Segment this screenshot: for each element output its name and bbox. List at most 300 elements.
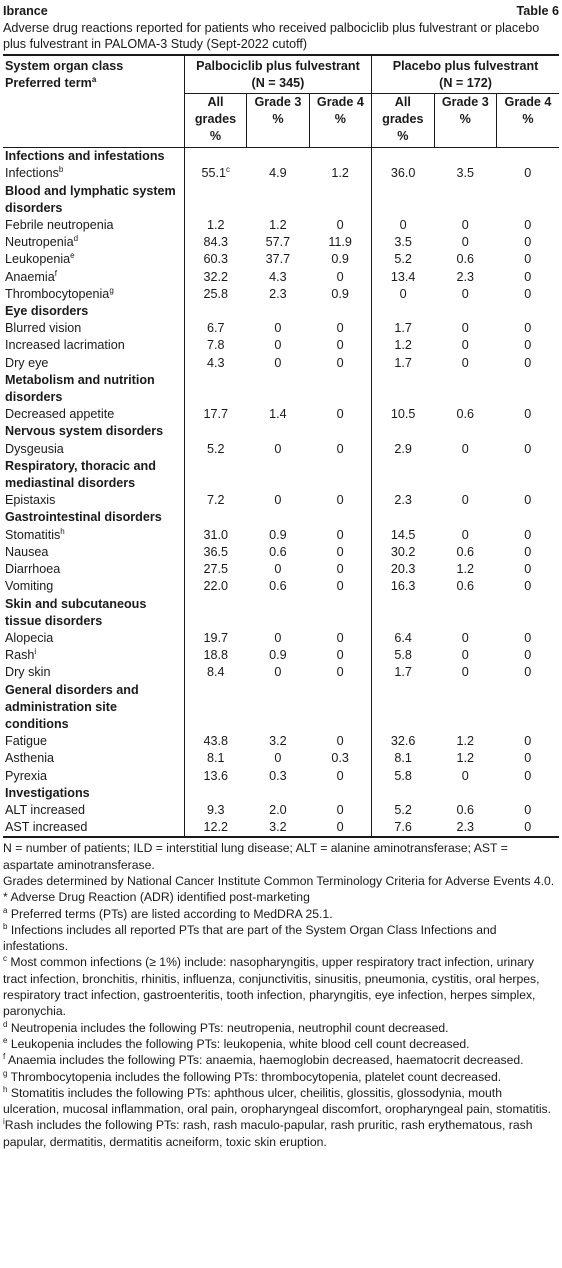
empty-cell — [496, 785, 559, 802]
preferred-term — [3, 320, 184, 337]
cell-value: 0 — [274, 441, 282, 456]
cell-value: 0 — [274, 493, 282, 508]
value-cell — [247, 527, 309, 544]
table-row — [3, 527, 559, 544]
value-cell — [496, 750, 559, 767]
cell-value: 17.7 — [203, 407, 228, 422]
section-row — [3, 303, 559, 320]
cell-value: 0.6 — [456, 802, 475, 817]
footnote-ref: i — [34, 647, 37, 657]
value-cell — [496, 320, 559, 337]
value-cell — [184, 630, 246, 647]
value-cell — [372, 406, 434, 423]
section-row — [3, 423, 559, 440]
value-cell — [309, 492, 371, 509]
value-cell — [309, 165, 371, 182]
document-header — [3, 3, 559, 20]
empty-cell — [372, 183, 434, 217]
section-row — [3, 183, 559, 217]
empty-cell — [496, 682, 559, 734]
value-cell — [247, 630, 309, 647]
cell-value: 3.5 — [456, 166, 475, 181]
cell-value: 0 — [524, 493, 532, 508]
cell-value: 0 — [274, 665, 282, 680]
cell-value: 0 — [524, 166, 532, 181]
cell-value: 0 — [524, 407, 532, 422]
cell-value: 0 — [524, 321, 532, 336]
table-row — [3, 492, 559, 509]
cell-value: 0 — [336, 218, 344, 233]
value-cell — [247, 165, 309, 182]
group1-n: (N = 345) — [251, 76, 305, 91]
empty-cell — [184, 303, 246, 320]
cell-value: 0 — [336, 562, 344, 577]
preferred-term — [3, 527, 184, 544]
value-cell — [372, 544, 434, 561]
value-cell — [247, 664, 309, 681]
cell-value: 0 — [461, 493, 469, 508]
cell-value: 5.2 — [394, 252, 412, 267]
value-cell — [496, 819, 559, 837]
preferred-term — [3, 561, 184, 578]
value-cell — [434, 527, 496, 544]
section-row — [3, 785, 559, 802]
value-cell — [184, 544, 246, 561]
term-label: Dysgeusia — [5, 441, 64, 456]
preferred-term — [3, 251, 184, 268]
value-cell — [184, 165, 246, 182]
cell-value: 12.2 — [203, 820, 228, 835]
cell-value: 1.4 — [269, 407, 287, 422]
value-cell — [434, 630, 496, 647]
term-label: Epistaxis — [5, 493, 56, 508]
cell-value: 0 — [524, 252, 532, 267]
cell-value: 8.1 — [394, 751, 412, 766]
section-title: Eye disorders — [5, 304, 89, 319]
preferred-term — [3, 664, 184, 681]
value-cell — [309, 768, 371, 785]
group1-label: Palbociclib plus fulvestrant — [196, 59, 360, 74]
empty-cell — [496, 596, 559, 630]
value-cell — [496, 768, 559, 785]
value-cell — [434, 561, 496, 578]
value-cell — [309, 355, 371, 372]
value-cell — [434, 544, 496, 561]
preferred-term — [3, 337, 184, 354]
value-cell — [372, 578, 434, 595]
cell-value: 18.8 — [203, 648, 228, 663]
value-cell — [434, 733, 496, 750]
cell-value: 0.9 — [331, 252, 349, 267]
value-cell — [184, 286, 246, 303]
subcolumn-header — [434, 93, 496, 148]
empty-cell — [496, 423, 559, 440]
cell-value: 32.2 — [203, 269, 228, 284]
empty-cell — [434, 183, 496, 217]
preferred-term — [3, 647, 184, 664]
table-row — [3, 630, 559, 647]
table-body — [3, 148, 559, 838]
value-cell — [184, 664, 246, 681]
footnote-text: Stomatitis includes the following PTs: aphthous ulcer, cheilitis, glossitis, glossodynia, mouth ulceration, mucosal inflammation, oral pain, oropharyngeal discomfort, oropharyngeal pain, stomatitis. — [3, 1085, 552, 1117]
value-cell — [247, 802, 309, 819]
empty-cell — [309, 183, 371, 217]
cell-value: 0 — [336, 734, 344, 749]
empty-cell — [247, 682, 309, 734]
value-cell — [309, 406, 371, 423]
term-label: Decreased appetite — [5, 407, 115, 422]
footnote — [3, 1117, 559, 1150]
term-label: Dry eye — [5, 355, 49, 370]
cell-value: 0 — [336, 802, 344, 817]
value-cell — [496, 337, 559, 354]
table-row — [3, 251, 559, 268]
cell-value: 1.7 — [394, 321, 412, 336]
cell-value: 0 — [524, 802, 532, 817]
table-caption: Adverse drug reactions reported for patients who received palbociclib plus fulvestrant or placebo plus fulvestrant in PALOMA-3 Study (Sept-2022 cutoff) — [3, 21, 540, 52]
cell-value: 0 — [524, 269, 532, 284]
value-cell — [372, 251, 434, 268]
empty-cell — [309, 303, 371, 320]
footnote-ref: d — [73, 234, 79, 244]
term-label: Leukopenia — [5, 252, 71, 267]
value-cell — [372, 441, 434, 458]
subcolumn-header — [496, 93, 559, 148]
preferred-term — [3, 234, 184, 251]
value-cell — [496, 165, 559, 182]
cell-value: 0 — [274, 630, 282, 645]
footnote-mark: f — [3, 1052, 6, 1062]
footnote-ref: c — [226, 165, 230, 175]
section-title: Investigations — [5, 785, 90, 800]
cell-value: 14.5 — [390, 527, 416, 542]
cell-value: 1.2 — [206, 218, 225, 233]
cell-value: 25.8 — [203, 286, 228, 301]
footnote — [3, 1052, 559, 1068]
empty-cell — [434, 682, 496, 734]
term-label: Febrile neutropenia — [5, 218, 114, 233]
table-row — [3, 234, 559, 251]
value-cell — [247, 492, 309, 509]
cell-value: 8.1 — [206, 751, 225, 766]
empty-cell — [496, 183, 559, 217]
value-cell — [247, 768, 309, 785]
preferred-term — [3, 355, 184, 372]
cell-value: 0.9 — [331, 286, 349, 301]
cell-value: 0 — [524, 355, 532, 370]
term-label: Alopecia — [5, 630, 54, 645]
value-cell — [309, 630, 371, 647]
table-row — [3, 664, 559, 681]
preferred-term — [3, 768, 184, 785]
section-row — [3, 458, 559, 492]
empty-cell — [372, 303, 434, 320]
empty-cell — [247, 148, 309, 166]
cell-value: 0 — [336, 493, 344, 508]
empty-cell — [184, 682, 246, 734]
cell-value: 2.0 — [269, 802, 287, 817]
preferred-term — [3, 630, 184, 647]
cell-value: 2.3 — [394, 493, 412, 508]
value-cell — [309, 561, 371, 578]
section-row — [3, 596, 559, 630]
cell-value: 0 — [461, 235, 469, 250]
value-cell — [434, 768, 496, 785]
empty-cell — [184, 183, 246, 217]
value-cell — [309, 337, 371, 354]
preferred-term — [3, 269, 184, 286]
cell-value: 0 — [399, 218, 407, 233]
term-label: Blurred vision — [5, 321, 82, 336]
cell-value: 43.8 — [203, 734, 228, 749]
value-cell — [372, 165, 434, 182]
term-label: Diarrhoea — [5, 562, 61, 577]
adverse-reactions-table — [3, 54, 559, 838]
table-row — [3, 286, 559, 303]
empty-cell — [372, 458, 434, 492]
cell-value: 0 — [274, 355, 282, 370]
footnote — [3, 922, 559, 955]
value-cell — [309, 578, 371, 595]
value-cell — [496, 664, 559, 681]
cell-value: 0 — [274, 562, 282, 577]
footnote — [3, 889, 559, 905]
footnote-mark: e — [3, 1035, 8, 1045]
term-label: Neutropenia — [5, 235, 74, 250]
cell-value: 0 — [524, 527, 532, 542]
cell-value: 0 — [336, 441, 344, 456]
value-cell — [372, 355, 434, 372]
value-cell — [184, 561, 246, 578]
empty-cell — [434, 596, 496, 630]
table-row — [3, 217, 559, 234]
preferred-term — [3, 217, 184, 234]
cell-value: 1.2 — [456, 734, 475, 749]
column-group-palbociclib — [184, 55, 371, 93]
value-cell — [496, 561, 559, 578]
empty-cell — [247, 458, 309, 492]
cell-value: 0 — [524, 630, 532, 645]
cell-value: 0 — [336, 768, 344, 783]
empty-cell — [184, 785, 246, 802]
subcolumn-header — [247, 93, 309, 148]
value-cell — [434, 492, 496, 509]
value-cell — [496, 269, 559, 286]
value-cell — [372, 819, 434, 837]
value-cell — [184, 578, 246, 595]
cell-value: 0 — [336, 527, 344, 542]
cell-value: 1.7 — [394, 355, 412, 370]
term-label: Increased lacrimation — [5, 338, 125, 353]
value-cell — [184, 217, 246, 234]
subcolumn-header-line: % — [397, 129, 409, 144]
value-cell — [309, 286, 371, 303]
cell-value: 55.1 — [201, 166, 226, 181]
empty-cell — [309, 372, 371, 406]
empty-cell — [247, 509, 309, 526]
cell-value: 2.9 — [394, 441, 412, 456]
group2-n: (N = 172) — [439, 76, 492, 91]
value-cell — [496, 544, 559, 561]
table-row — [3, 802, 559, 819]
value-cell — [434, 664, 496, 681]
footnote-ref: h — [60, 526, 65, 536]
cell-value: 5.2 — [206, 441, 225, 456]
cell-value: 0.6 — [269, 544, 287, 559]
empty-cell — [496, 303, 559, 320]
preferred-term — [3, 492, 184, 509]
table-row — [3, 269, 559, 286]
value-cell — [434, 217, 496, 234]
empty-cell — [184, 372, 246, 406]
cell-value: 9.3 — [206, 802, 225, 817]
term-label: Pyrexia — [5, 768, 47, 783]
cell-value: 0.6 — [456, 407, 475, 422]
value-cell — [247, 234, 309, 251]
term-label: Stomatitis — [5, 527, 61, 542]
footnote — [3, 906, 559, 922]
empty-cell — [496, 458, 559, 492]
cell-value: 3.5 — [394, 235, 412, 250]
footnote-text: Thrombocytopenia includes the following PTs: thrombocytopenia, platelet count decreased. — [7, 1069, 502, 1084]
empty-cell — [309, 509, 371, 526]
cell-value: 0 — [336, 630, 344, 645]
empty-cell — [247, 596, 309, 630]
cell-value: 11.9 — [328, 235, 352, 250]
empty-cell — [184, 148, 246, 166]
value-cell — [372, 802, 434, 819]
subcolumn-header-line: % — [334, 111, 346, 126]
value-cell — [184, 527, 246, 544]
empty-cell — [496, 148, 559, 166]
subcolumn-header-line: Grade 4 — [504, 94, 552, 109]
empty-cell — [247, 423, 309, 440]
cell-value: 0 — [461, 648, 469, 663]
value-cell — [184, 441, 246, 458]
subcolumn-header-line: Grade 3 — [441, 94, 489, 109]
empty-cell — [372, 423, 434, 440]
subcolumn-header — [309, 93, 371, 148]
table-row — [3, 337, 559, 354]
cell-value: 4.3 — [206, 355, 225, 370]
value-cell — [372, 768, 434, 785]
cell-value: 0 — [461, 218, 469, 233]
value-cell — [247, 733, 309, 750]
table-row — [3, 355, 559, 372]
cell-value: 0 — [336, 355, 344, 370]
cell-value: 0 — [524, 665, 532, 680]
value-cell — [434, 578, 496, 595]
cell-value: 7.6 — [394, 820, 412, 835]
footnote-ref: e — [70, 251, 75, 261]
cell-value: 0 — [336, 407, 344, 422]
cell-value: 0.3 — [331, 751, 349, 766]
value-cell — [434, 286, 496, 303]
empty-cell — [434, 372, 496, 406]
preferred-term-label: Preferred term — [5, 76, 92, 91]
cell-value: 27.5 — [203, 562, 228, 577]
cell-value: 0 — [336, 579, 344, 594]
section-title: Metabolism and nutrition disorders — [5, 372, 155, 405]
footnote-mark: b — [3, 921, 8, 931]
preferred-term — [3, 750, 184, 767]
cell-value: 0 — [524, 338, 532, 353]
cell-value: 22.0 — [203, 579, 228, 594]
cell-value: 5.8 — [394, 768, 412, 783]
value-cell — [496, 647, 559, 664]
value-cell — [434, 320, 496, 337]
cell-value: 0 — [524, 235, 532, 250]
cell-value: 0.3 — [269, 768, 287, 783]
cell-value: 20.3 — [390, 562, 416, 577]
cell-value: 0.9 — [269, 527, 287, 542]
empty-cell — [434, 785, 496, 802]
value-cell — [184, 269, 246, 286]
empty-cell — [309, 785, 371, 802]
cell-value: 3.2 — [269, 734, 287, 749]
term-label: Anaemia — [5, 269, 55, 284]
value-cell — [496, 527, 559, 544]
value-cell — [434, 337, 496, 354]
value-cell — [247, 578, 309, 595]
section-title: Respiratory, thoracic and mediastinal disorders — [5, 458, 156, 491]
cell-value: 1.2 — [394, 338, 412, 353]
column-group-placebo — [372, 55, 559, 93]
preferred-term — [3, 286, 184, 303]
table-row — [3, 320, 559, 337]
subcolumn-header-line: All — [207, 94, 224, 109]
cell-value: 19.7 — [203, 630, 228, 645]
cell-value: 4.9 — [269, 166, 287, 181]
footnote-text: Most common infections (≥ 1%) include: nasopharyngitis, upper respiratory tract infection, urinary tract infection, bronchitis, rhinitis, influenza, conjunctivitis, sinusitis, pneumonia, cystitis, oral herpes, respiratory tract infection, gastroenteritis, tooth infection, pharyngitis, eye infection, herpes simplex, paronychia. — [3, 955, 540, 1019]
footnote-mark: h — [3, 1084, 8, 1094]
cell-value: 0 — [461, 630, 469, 645]
footnote — [3, 1020, 559, 1036]
empty-cell — [496, 372, 559, 406]
cell-value: 0 — [461, 338, 469, 353]
footnotes — [3, 840, 559, 1150]
footnote-text: Infections includes all reported PTs that are part of the System Organ Class Infections and infestations. — [3, 922, 497, 954]
footnote-mark: a — [3, 905, 8, 915]
cell-value: 0 — [524, 286, 532, 301]
value-cell — [372, 750, 434, 767]
cell-value: 0 — [461, 286, 469, 301]
value-cell — [184, 768, 246, 785]
empty-cell — [309, 682, 371, 734]
footnote-text: Rash includes the following PTs: rash, rash maculo-papular, rash pruritic, rash erythematous, rash papular, dermatitis, dermatitis acneiform, toxic skin eruption. — [3, 1118, 533, 1149]
cell-value: 1.7 — [394, 665, 412, 680]
cell-value: 0 — [274, 751, 282, 766]
cell-value: 0 — [524, 751, 532, 766]
cell-value: 2.3 — [269, 286, 287, 301]
footnote-ref-a: a — [91, 75, 97, 85]
value-cell — [309, 750, 371, 767]
empty-cell — [434, 303, 496, 320]
cell-value: 36.0 — [390, 166, 416, 181]
footnote — [3, 873, 559, 889]
cell-value: 0 — [461, 768, 469, 783]
footnote — [3, 840, 559, 873]
product-title: Ibrance — [3, 4, 48, 18]
cell-value: 8.4 — [206, 665, 225, 680]
subcolumn-header-line: grades — [194, 111, 237, 126]
footnote-mark: i — [3, 1117, 5, 1127]
empty-cell — [309, 423, 371, 440]
table-row — [3, 441, 559, 458]
value-cell — [372, 337, 434, 354]
cell-value: 0 — [336, 820, 344, 835]
value-cell — [309, 527, 371, 544]
